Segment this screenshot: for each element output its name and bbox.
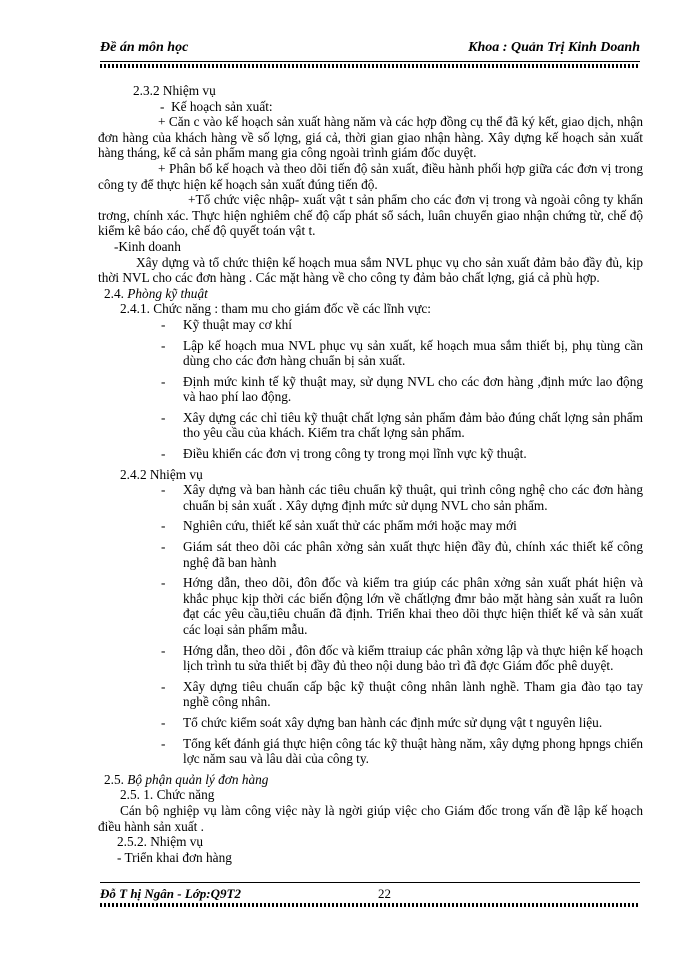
list-item: - Hớng dẫn, theo dõi, đôn đốc và kiểm tra giúp các phân xởng sản xuất phát hiện và khắc phục kịp thời các biến động lớn về chấtlợng đmr bảo mặt hàng sản xuất ra luôn đạt các yêu cầu,tiêu chuẩn đã định. Triển khai theo dõi thực hiện thiết kế và sản xuất các loại sản phẩm mẫu. xyxy=(183,575,643,637)
page-header xyxy=(100,40,640,62)
list-item: - Xây dựng và ban hành các tiêu chuẩn kỹ thuật, qui trình công nghệ cho các đơn hàng chuẩn bị sản xuất . Xây dựng định mức sử dụng NVL cho sản phẩm. xyxy=(183,482,643,513)
section-heading: 2.3.2 Nhiệm vụ xyxy=(133,83,216,98)
list-item: - Hớng dẫn, theo dõi , đôn đốc và kiểm ttraiup các phân xởng lập và thực hiện kế hoạch lịch trình tu sửa thiết bị đầy đủ theo nội dung bảo trì đã đợc Giám đốc phê duyệt. xyxy=(183,643,643,674)
list-item: - Nghiên cứu, thiết kế sản xuất thử các phẩm mới hoặc may mới xyxy=(183,518,643,534)
subsection-heading: 2.5. 1. Chức năng xyxy=(120,787,215,803)
list-item: - Triển khai đơn hàng xyxy=(117,849,232,865)
list-item: - Tổng kết đánh giá thực hiện công tác kỹ thuật hàng năm, xây dựng phong hpngs chiến lợc năm sau và lâu dài của công ty. xyxy=(183,736,643,767)
header-faculty: Khoa : Quản Trị Kinh Doanh xyxy=(468,40,640,55)
paragraph: +Tổ chức việc nhập- xuất vật t sản phẩm cho các đơn vị trong và ngoài công ty khẩn trơng, chính xác. Thực hiện nghiêm chế độ cấp phát sổ sách, luân chuyển giao nhận chứng từ, chế độ kiểm kê báo cáo, chế độ quyết toán vật t. xyxy=(98,192,643,239)
subsection-heading: 2.4.2 Nhiệm vụ xyxy=(120,466,203,482)
list-item: - Kỹ thuật may cơ khí xyxy=(183,317,643,333)
header-dotted-rule xyxy=(100,64,640,68)
list-item: - Xây dựng các chỉ tiêu kỹ thuật chất lợng sản phẩm đảm bảo đúng chất lợng sản phẩm tho yêu cầu của khách. Kiểm tra chất lợng sản phẩm. xyxy=(183,410,643,441)
list-item: - Giám sát theo dõi các phân xởng sản xuất thực hiện đầy đủ, chính xác thiết kế công nghệ đã ban hành xyxy=(183,539,643,570)
functions-list xyxy=(98,317,643,462)
paragraph: Cán bộ nghiệp vụ làm công việc này là ngời giúp việc cho Giám đốc trong vấn đề lập kế hoạch điều hành sản xuất . xyxy=(98,802,643,834)
section-heading: 2.4. Phòng kỹ thuật xyxy=(104,285,208,301)
list-item: - Xây dựng tiêu chuẩn cấp bậc kỹ thuật công nhân lành nghề. Tham gia đào tạo tay nghề công nhân. xyxy=(183,679,643,710)
header-rule xyxy=(100,61,640,62)
page-body xyxy=(98,83,643,865)
subheading: -Kinh doanh xyxy=(114,238,181,254)
subheading: - Kế hoạch sản xuất: xyxy=(160,98,273,114)
subsection-heading: 2.4.1. Chức năng : tham mu cho giám đốc về các lĩnh vực: xyxy=(120,301,431,317)
footer-rule xyxy=(100,882,640,883)
paragraph: + Căn c vào kế hoạch sản xuất hàng năm và các hợp đồng cụ thể đã ký kết, giao dịch, nhận đơn hàng của khách hàng về số lợng, giá cả, thời gian giao nhận hàng. Xây dựng kế hoạch sản xuất hàng tháng, kể cả sản phẩm mang gia công ngoài trình giám đốc duyệt. xyxy=(98,114,643,161)
paragraph: + Phân bổ kế hoạch và theo dõi tiến độ sản xuất, điều hành phối hợp giữa các đơn vị trong công ty để thực hiện kế hoạch sản xuất đúng tiến độ. xyxy=(98,160,643,192)
footer-dotted-rule xyxy=(100,903,640,907)
list-item: - Lập kế hoạch mua NVL phục vụ sản xuất, kế hoạch mua sắm thiết bị, phụ tùng cần dùng cho các đơn hàng chuẩn bị sản xuất. xyxy=(183,338,643,369)
header-course: Đề án môn học xyxy=(100,40,189,55)
footer-author: Đỗ T hị Ngân - Lớp:Q9T2 xyxy=(100,886,241,901)
duties-list xyxy=(98,482,643,767)
section-heading: 2.5. Bộ phận quản lý đơn hàng xyxy=(104,771,269,787)
subsection-heading: 2.5.2. Nhiệm vụ xyxy=(117,834,204,850)
list-item: - Tổ chức kiểm soát xây dựng ban hành các định mức sử dụng vật t nguyên liệu. xyxy=(183,715,643,731)
list-item: - Định mức kinh tế kỹ thuật may, sử dụng NVL cho các đơn hàng ,định mức lao động và hao phí lao động. xyxy=(183,374,643,405)
list-item: - Điều khiển các đơn vị trong công ty trong mọi lĩnh vực kỹ thuật. xyxy=(183,446,643,462)
page-number: 22 xyxy=(378,886,391,901)
paragraph: Xây dựng và tổ chức thiện kế hoạch mua sắm NVL phục vụ cho sản xuất đảm bảo đầy đủ, kịp thời NVL cho các đơn hàng . Các mặt hàng về cho công ty đảm bảo chất lợng, giá cả phù hợp. xyxy=(98,254,643,286)
